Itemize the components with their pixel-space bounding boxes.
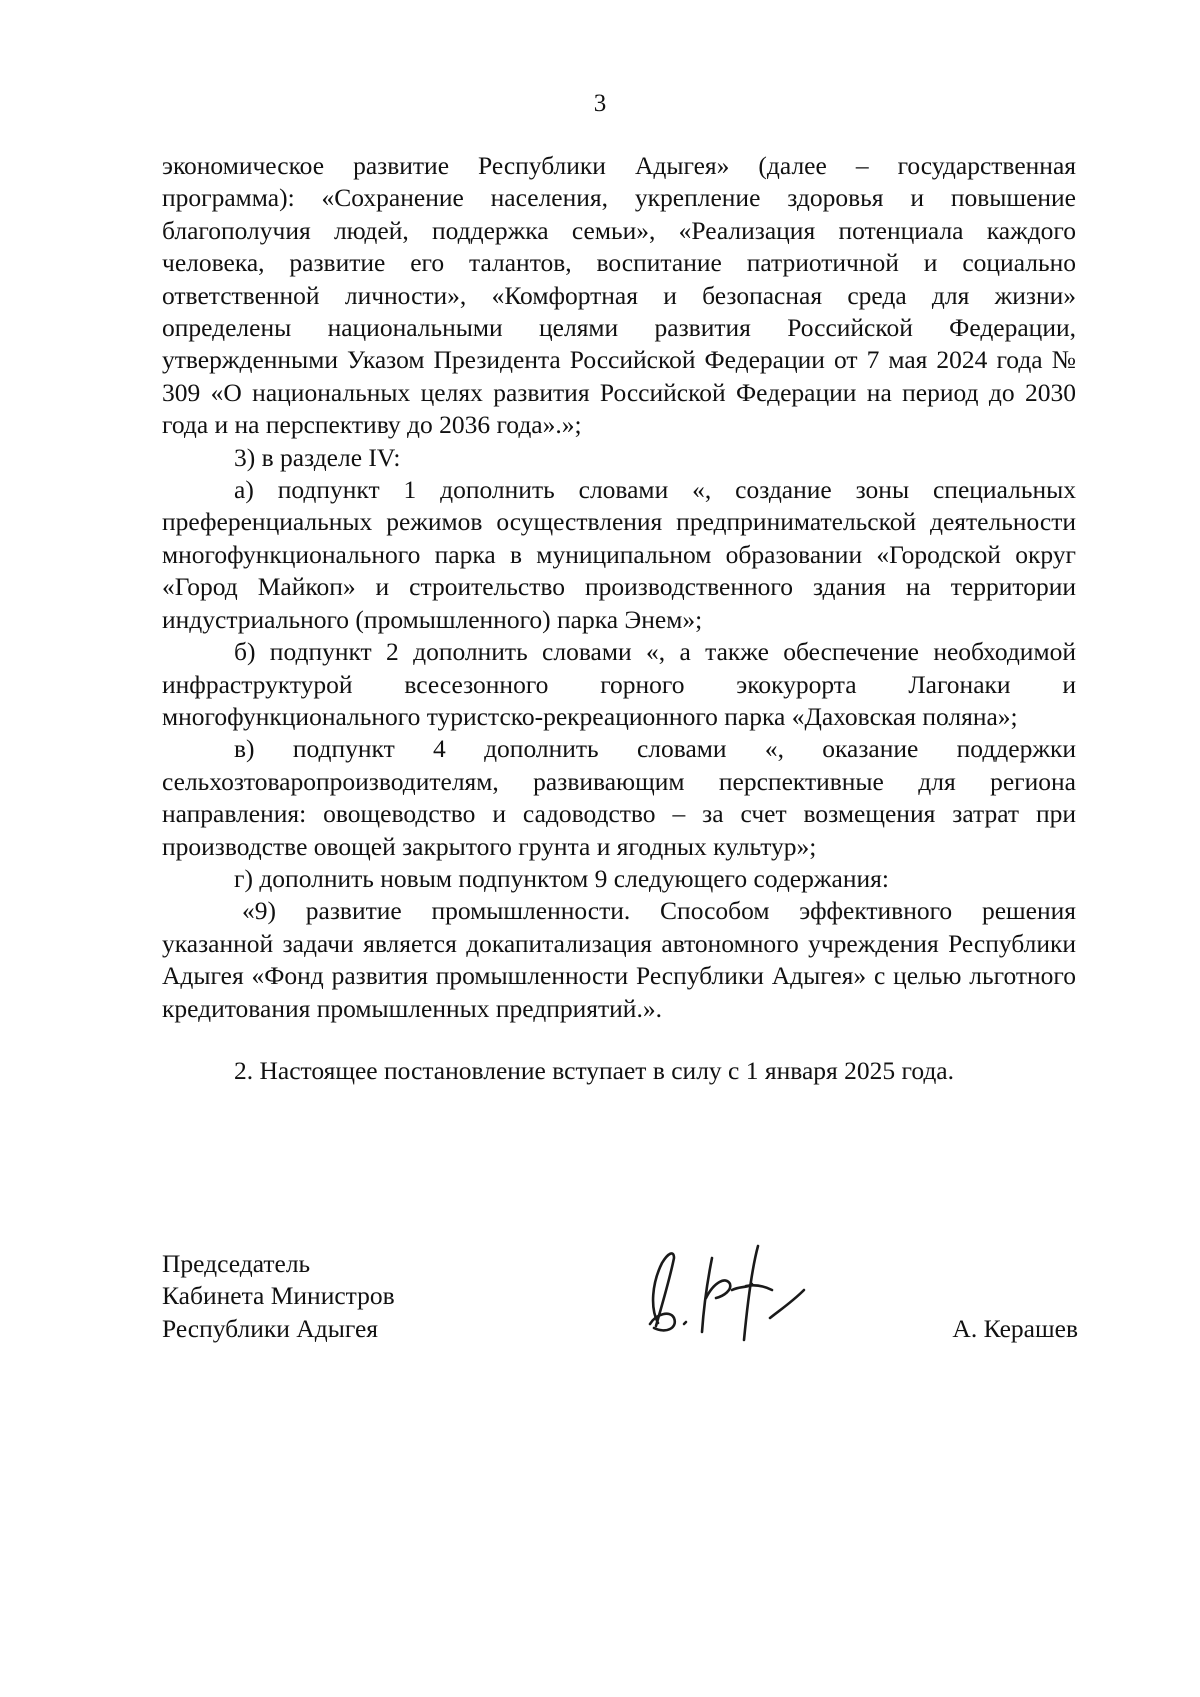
paragraph-effective-date: 2. Настоящее постановление вступает в силу с 1 января 2025 года. <box>234 1055 955 1085</box>
signer-name: А. Керашев <box>952 1314 1078 1343</box>
handwritten-signature <box>640 1228 820 1348</box>
paragraph-subpoint-v: в) подпункт 4 дополнить словами «, оказание поддержки сельхозтоваропроизводителям, развивающим перспективные для региона направления: овощеводство и садоводство – за счет возмещения затрат при производстве овощей закрытого грунта и ягодных культур»; <box>162 734 1076 861</box>
document-body <box>162 150 1076 1087</box>
paragraph-new-subpoint-9: «9) развитие промышленности. Способом эффективного решения указанной задачи является докапитализация автономного учреждения Республики Адыгея «Фонд развития промышленности Республики Адыгея» с целью льготного кредитования промышленных предприятий.». <box>162 896 1076 1023</box>
paragraph-subpoint-g: г) дополнить новым подпунктом 9 следующего содержания: <box>234 863 889 893</box>
signer-title-block <box>162 1248 395 1345</box>
signer-title-line: Кабинета Министров <box>162 1281 395 1311</box>
paragraph-section-iv: 3) в разделе IV: <box>234 442 401 472</box>
paragraph-subpoint-a: а) подпункт 1 дополнить словами «, создание зоны специальных преференциальных режимов осуществления предпринимательской деятельности многофункционального парка в муниципальном образовании «Городской округ «Город Майкоп» и строительство производственного здания на территории индустриального (промышленного) парка Энем»; <box>162 475 1076 634</box>
signer-title-line: Председатель <box>162 1249 311 1278</box>
signer-title-line: Республики Адыгея <box>162 1313 378 1343</box>
page-number: 3 <box>593 90 607 117</box>
paragraph-program-goals: экономическое развитие Республики Адыгея» (далее – государственная программа): «Сохранение населения, укрепление здоровья и повышение благополучия людей, поддержка семьи», «Реализация потенциала каждого человека, развитие его талантов, воспитание патриотичной и социально ответственной личности», «Комфортная и безопасная среда для жизни» определены национальными целями развития Российской Федерации, утвержденными Указом Президента Российской Федерации от 7 мая 2024 года № 309 «О национальных целях развития Российской Федерации на период до 2030 года и на перспективу до 2036 года».»; <box>162 151 1076 440</box>
paragraph-subpoint-b: б) подпункт 2 дополнить словами «, а также обеспечение необходимой инфраструктурой всесезонного горного экокурорта Лагонаки и многофункционального туристско-рекреационного парка «Даховская поляна»; <box>162 637 1076 731</box>
